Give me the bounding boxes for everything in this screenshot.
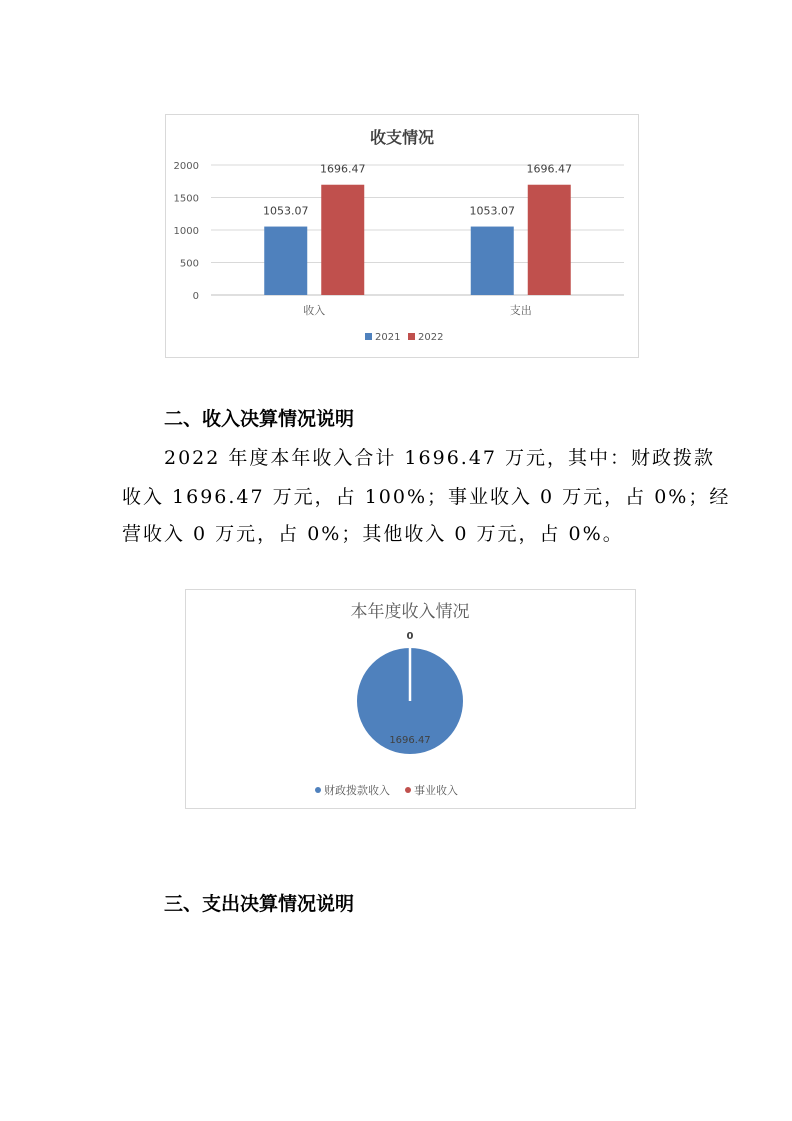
legend-label-business: 事业收入 <box>414 784 458 797</box>
bar-data-label: 1053.07 <box>469 204 515 218</box>
y-tick-label: 1500 <box>173 193 199 205</box>
bar-2021-收入 <box>264 227 307 295</box>
legend-swatch-fiscal <box>315 787 321 793</box>
x-category-label: 收入 <box>303 304 326 317</box>
legend-swatch-2022 <box>408 333 415 340</box>
pie-legend <box>315 783 458 797</box>
paragraph-line: 2022 年度本年收入合计 1696.47 万元，其中：财政拨款 <box>164 447 716 469</box>
legend-label-2021: 2021 <box>375 332 401 343</box>
legend-label-fiscal: 财政拨款收入 <box>324 784 390 797</box>
bar-data-label: 1696.47 <box>320 162 366 176</box>
section-heading-income: 二、收入决算情况说明 <box>164 408 355 430</box>
income-pie-chart <box>185 589 636 809</box>
bar-data-label: 1053.07 <box>263 204 309 218</box>
legend-swatch-business <box>405 787 411 793</box>
income-pie-chart-svg <box>186 590 635 808</box>
bar-data-label: 1696.47 <box>526 162 572 176</box>
y-tick-label: 500 <box>179 258 199 270</box>
paragraph-line: 营收入 0 万元，占 0%；其他收入 0 万元，占 0%。 <box>122 523 624 545</box>
y-tick-label: 1000 <box>173 226 199 237</box>
pie-value-label: 1696.47 <box>389 735 431 746</box>
income-expense-chart <box>165 114 639 358</box>
y-tick-label: 0 <box>192 291 199 302</box>
bar-2022-收入 <box>321 185 364 295</box>
section-heading-expense: 三、支出决算情况说明 <box>164 893 355 915</box>
paragraph-line: 收入 1696.47 万元，占 100%；事业收入 0 万元，占 0%；经 <box>122 486 731 508</box>
y-tick-label: 2000 <box>173 161 199 172</box>
bar-2021-支出 <box>471 227 514 295</box>
chart-title: 收支情况 <box>369 128 435 147</box>
legend-swatch-2021 <box>365 333 372 340</box>
pie-title: 本年度收入情况 <box>350 602 470 622</box>
income-expense-chart-svg <box>166 115 638 357</box>
pie-value-label: 0 <box>406 631 414 642</box>
bar-2022-支出 <box>528 185 571 295</box>
legend-label-2022: 2022 <box>418 332 444 343</box>
x-category-label: 支出 <box>509 304 532 317</box>
chart-legend <box>365 332 443 343</box>
